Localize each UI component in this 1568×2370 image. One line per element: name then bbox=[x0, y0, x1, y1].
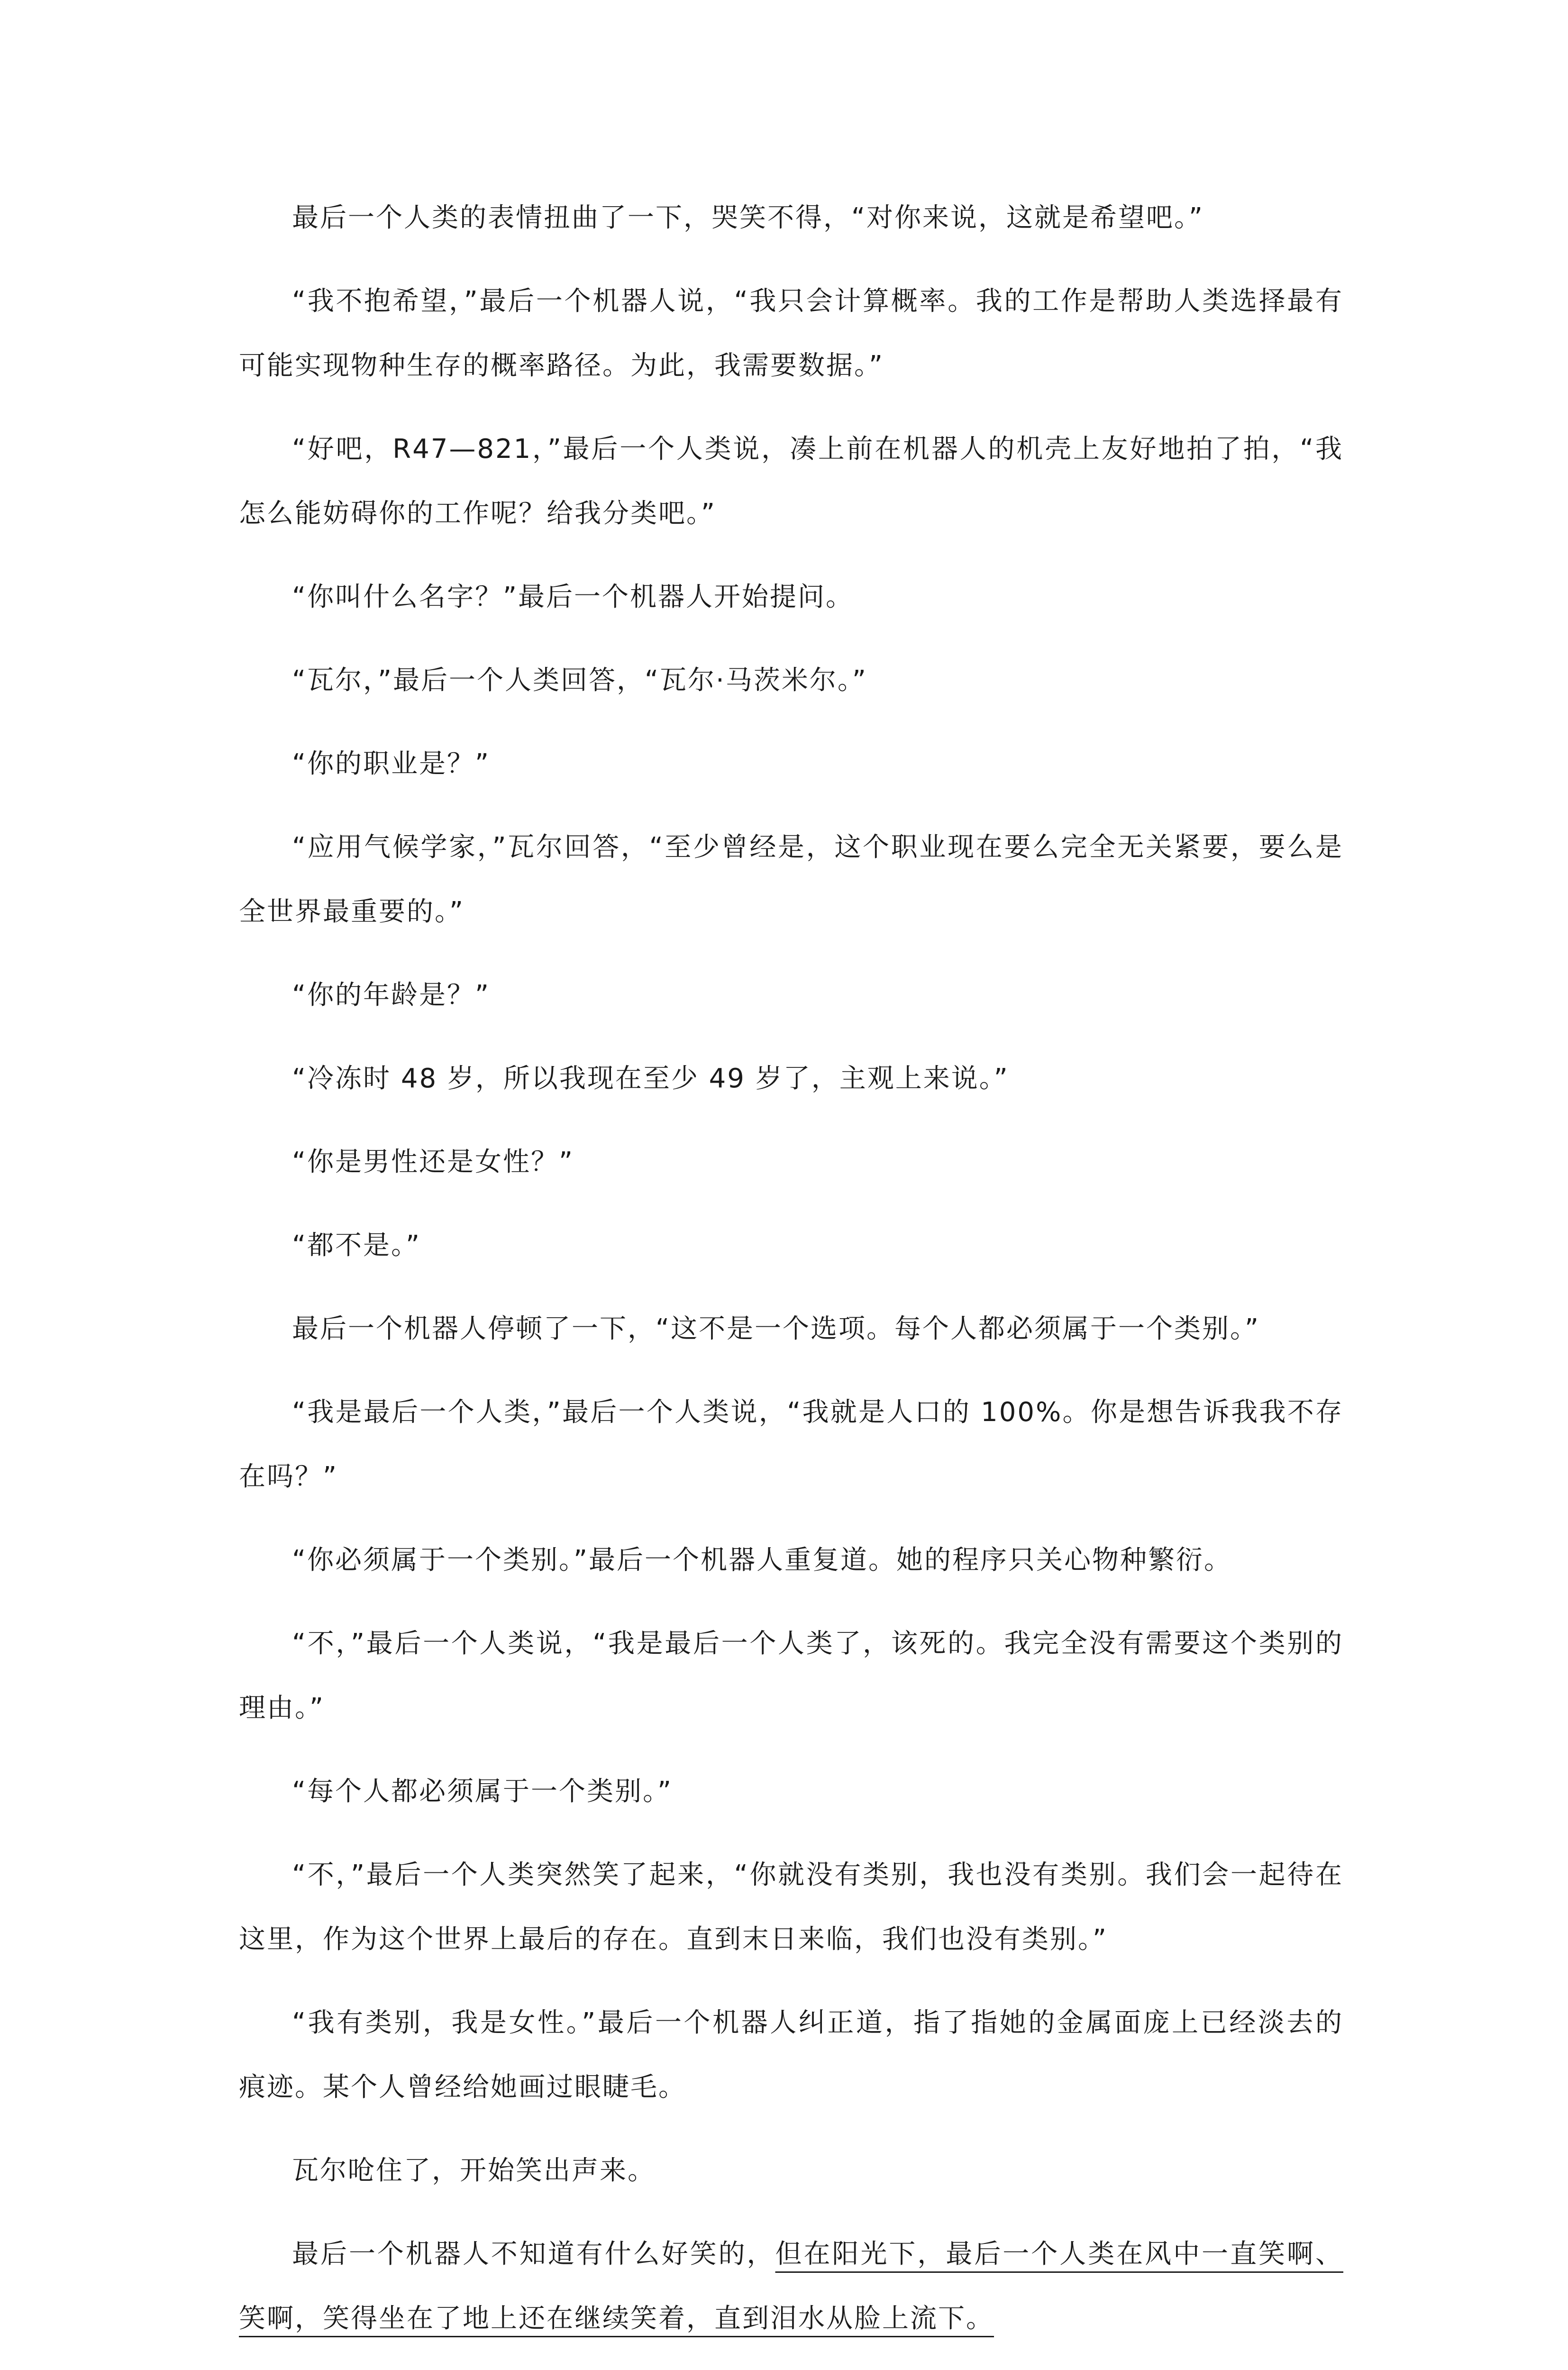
paragraph: “你的职业是？” bbox=[292, 748, 491, 779]
paragraph: “我不抱希望，”最后一个机器人说，“我只会计算概率。我的工作是帮助人类选择最有可能实现物种生存的概率路径。为此，我需要数据。” bbox=[239, 286, 1343, 381]
paragraph: “应用气候学家，”瓦尔回答，“至少曾经是，这个职业现在要么完全无关紧要，要么是全世界最重要的。” bbox=[239, 832, 1343, 927]
underlined-sentence: 但在阳光下，最后一个人类在风中一直笑啊、笑啊，笑得坐在了地上还在继续笑着，直到泪水从脸上流下。 bbox=[239, 2239, 1344, 2334]
paragraph: “冷冻时 48 岁，所以我现在至少 49 岁了，主观上来说。” bbox=[292, 1063, 1009, 1094]
paragraph: “我有类别，我是女性。”最后一个机器人纠正道，指了指她的金属面庞上已经淡去的痕迹。某个人曾经给她画过眼睫毛。 bbox=[239, 2007, 1343, 2103]
paragraph: “你是男性还是女性？” bbox=[292, 1147, 574, 1177]
paragraph: “瓦尔，”最后一个人类回答，“瓦尔·马茨米尔。” bbox=[292, 665, 867, 696]
paragraph: “好吧，R47—821，”最后一个人类说，凑上前在机器人的机壳上友好地拍了拍，“我怎么能妨碍你的工作呢？给我分类吧。” bbox=[239, 434, 1343, 529]
paragraph: “都不是。” bbox=[292, 1230, 421, 1261]
paragraph: “你的年龄是？” bbox=[292, 980, 491, 1011]
paragraph: “不，”最后一个人类突然笑了起来，“你就没有类别，我也没有类别。我们会一起待在这里，作为这个世界上最后的存在。直到末日来临，我们也没有类别。” bbox=[239, 1860, 1343, 1955]
paragraph: “不，”最后一个人类说，“我是最后一个人类了，该死的。我完全没有需要这个类别的理由。” bbox=[239, 1628, 1343, 1723]
final-paragraph-plain: 最后一个机器人不知道有什么好笑的， bbox=[292, 2239, 775, 2270]
paragraph: 最后一个人类的表情扭曲了一下，哭笑不得，“对你来说，这就是希望吧。” bbox=[292, 202, 1204, 233]
story-text bbox=[239, 186, 1343, 2370]
paragraph: “每个人都必须属于一个类别。” bbox=[292, 1776, 673, 1807]
paragraph: “你叫什么名字？”最后一个机器人开始提问。 bbox=[292, 582, 854, 612]
paragraph: “我是最后一个人类，”最后一个人类说，“我就是人口的 100%。你是想告诉我我不存在吗？” bbox=[239, 1397, 1343, 1492]
final-paragraph bbox=[239, 2222, 1343, 2351]
paragraph: “你必须属于一个类别。”最后一个机器人重复道。她的程序只关心物种繁衍。 bbox=[292, 1545, 1232, 1576]
paragraph: 最后一个机器人停顿了一下，“这不是一个选项。每个人都必须属于一个类别。” bbox=[292, 1313, 1260, 1344]
paragraph: 瓦尔呛住了，开始笑出声来。 bbox=[292, 2155, 656, 2186]
